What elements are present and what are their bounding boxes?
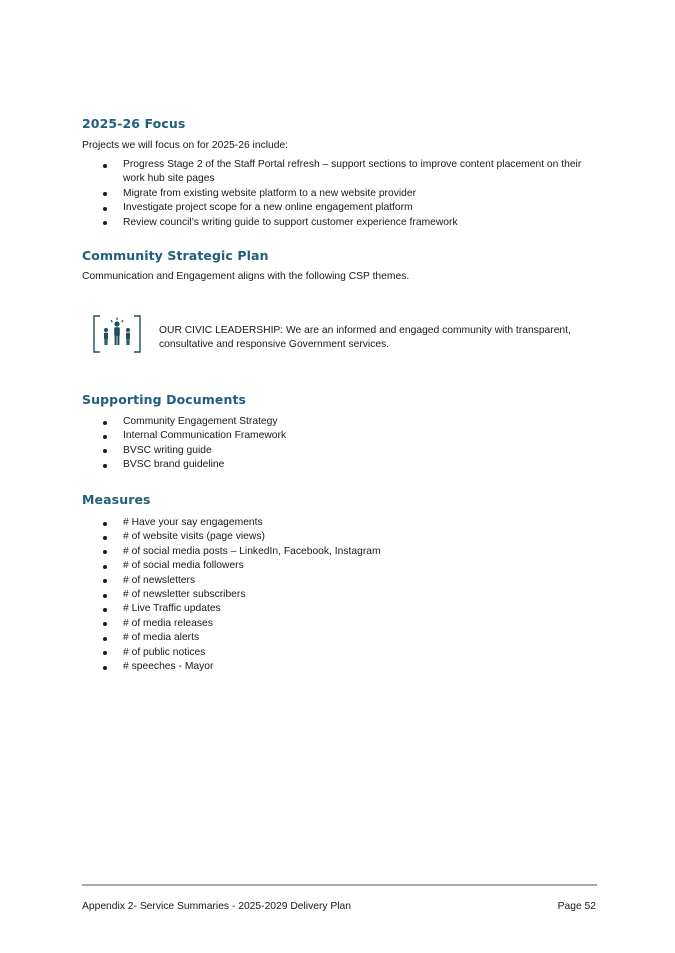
list-item: # speeches - Mayor (100, 660, 600, 674)
footer-title: Appendix 2- Service Summaries - 2025-2029 Delivery Plan (82, 901, 351, 912)
bullet-icon (103, 449, 107, 453)
list-item: # of newsletter subscribers (100, 588, 600, 602)
list-item: # of media releases (100, 617, 600, 631)
list-item: Migrate from existing website platform to a new website provider (100, 187, 600, 201)
csp-intro: Communication and Engagement aligns with the following CSP themes. (82, 271, 410, 282)
bullet-icon (103, 421, 107, 425)
page-number: Page 52 (557, 901, 596, 912)
list-item: # Have your say engagements (100, 516, 600, 530)
bullet-icon (103, 637, 107, 641)
civic-leadership-icon-graphic (93, 315, 141, 353)
list-item: # of newsletters (100, 574, 600, 588)
bullet-icon (103, 464, 107, 468)
bullet-icon (103, 435, 107, 439)
focus-intro: Projects we will focus on for 2025-26 include: (82, 140, 289, 151)
bullet-icon (103, 579, 107, 583)
list-item: # of media alerts (100, 631, 600, 645)
supporting-documents-list (100, 415, 600, 473)
footer-divider (82, 884, 597, 886)
civic-leadership-icon (93, 315, 141, 353)
list-item: # of social media posts – LinkedIn, Facebook, Instagram (100, 545, 600, 559)
measures-list (100, 516, 600, 674)
bullet-icon (103, 221, 107, 225)
list-item: Internal Communication Framework (100, 429, 600, 443)
bullet-icon (103, 565, 107, 569)
bullet-icon (103, 651, 107, 655)
list-item: # of social media followers (100, 559, 600, 573)
bullet-icon (103, 622, 107, 626)
bullet-icon (103, 666, 107, 670)
bullet-icon (103, 594, 107, 598)
list-item: Progress Stage 2 of the Staff Portal refresh – support sections to improve content placement on their work hub site pages (100, 158, 600, 187)
list-item: Community Engagement Strategy (100, 415, 600, 429)
bullet-icon (103, 550, 107, 554)
list-item: Investigate project scope for a new online engagement platform (100, 201, 600, 215)
list-item: # of website visits (page views) (100, 530, 600, 544)
csp-theme-text: OUR CIVIC LEADERSHIP: We are an informed and engaged community with transparent, consultative and responsive Government services. (159, 325, 571, 350)
bullet-icon (103, 164, 107, 168)
csp-heading: Community Strategic Plan (82, 248, 269, 263)
list-item: BVSC writing guide (100, 444, 600, 458)
focus-list (100, 158, 600, 230)
bullet-icon (103, 536, 107, 540)
list-item: BVSC brand guideline (100, 458, 600, 472)
supporting-documents-heading: Supporting Documents (82, 392, 247, 407)
bullet-icon (103, 207, 107, 211)
list-item: # of public notices (100, 646, 600, 660)
list-item: # Live Traffic updates (100, 602, 600, 616)
measures-heading: Measures (82, 492, 151, 507)
bullet-icon (103, 192, 107, 196)
list-item: Review council’s writing guide to support customer experience framework (100, 216, 600, 230)
bullet-icon (103, 522, 107, 526)
bullet-icon (103, 608, 107, 612)
focus-heading: 2025-26 Focus (82, 116, 186, 131)
